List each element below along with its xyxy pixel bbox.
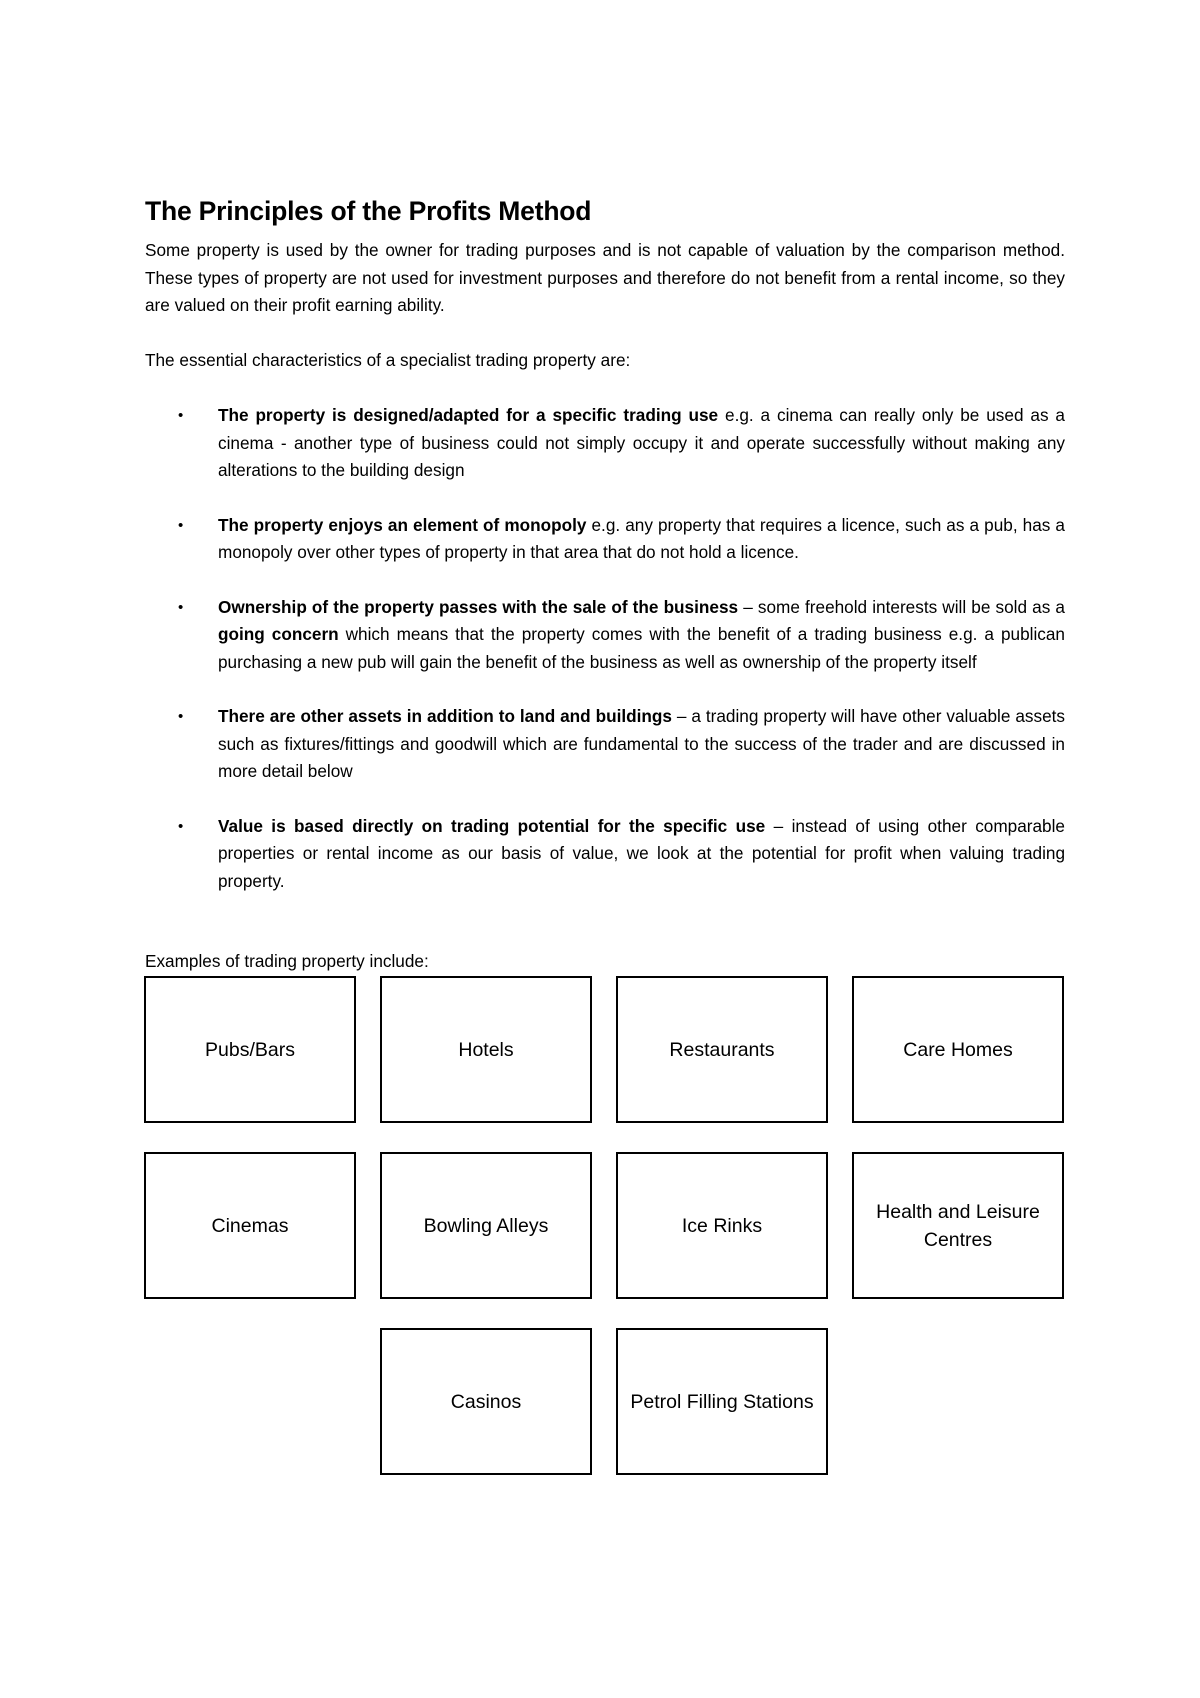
list-item-text: There are other assets in addition to land and buildings – a trading property will have other valuable assets such as fixtures/fittings and goodwill which are fundamental to the success of the trader and are discussed in more detail below bbox=[218, 706, 1066, 781]
examples-label: Examples of trading property include: bbox=[145, 951, 429, 971]
list-item-text: Ownership of the property passes with the sale of the business – some freehold interests will be sold as a going concern which means that the property comes with the benefit of a trading business e.g. a publican purchasing a new pub will gain the benefit of the business as well as ownership of the property itself bbox=[218, 596, 1065, 672]
bullet-icon: • bbox=[178, 516, 184, 534]
list-item bbox=[0, 594, 1200, 677]
example-box-hotels: Hotels bbox=[380, 976, 592, 1123]
list-item bbox=[0, 703, 1200, 786]
list-item-text: The property is designed/adapted for a specific trading use e.g. a cinema can really only be used as a cinema - another type of business could not simply occupy it and operate successfully without making any alterations to the building design bbox=[218, 405, 1065, 480]
page-title: The Principles of the Profits Method bbox=[145, 196, 592, 226]
list-item bbox=[0, 813, 1200, 896]
list-item bbox=[0, 512, 1200, 567]
bullet-icon: • bbox=[178, 598, 184, 616]
list-item-text: The property enjoys an element of monopoly e.g. any property that requires a licence, such as a pub, has a monopoly over other types of property in that area that do not hold a licence. bbox=[218, 514, 1065, 562]
example-box-casinos: Casinos bbox=[380, 1328, 592, 1475]
characteristics-list bbox=[0, 402, 1200, 922]
characteristics-lead: The essential characteristics of a specialist trading property are: bbox=[145, 350, 631, 370]
example-box-pubs-bars: Pubs/Bars bbox=[144, 976, 356, 1123]
bold-term: Ownership of the property passes with the sale of the business bbox=[218, 596, 739, 617]
bold-term: The property is designed/adapted for a specific trading use bbox=[218, 405, 719, 425]
bold-term: Value is based directly on trading potential for the specific use bbox=[218, 815, 766, 836]
list-item-text: Value is based directly on trading potential for the specific use – instead of using other comparable properties or rental income as our basis of value, we look at the potential for profit when valuing trading property. bbox=[218, 815, 1065, 891]
bullet-icon: • bbox=[178, 708, 184, 725]
bold-term: There are other assets in addition to land and buildings bbox=[218, 706, 672, 726]
bold-term: going concern bbox=[218, 624, 339, 644]
example-box-bowling-alleys: Bowling Alleys bbox=[380, 1152, 592, 1299]
bullet-icon: • bbox=[178, 817, 184, 835]
intro-paragraph: Some property is used by the owner for trading purposes and is not capable of valuation by the comparison method. These types of property are not used for investment purposes and therefore do not benefit from a rental income, so they are valued on their profit earning ability. bbox=[145, 240, 1065, 315]
bullet-icon: • bbox=[178, 407, 184, 424]
example-box-cinemas: Cinemas bbox=[144, 1152, 356, 1299]
list-item bbox=[0, 402, 1200, 485]
example-box-care-homes: Care Homes bbox=[852, 976, 1064, 1123]
example-box-restaurants: Restaurants bbox=[616, 976, 828, 1123]
example-box-ice-rinks: Ice Rinks bbox=[616, 1152, 828, 1299]
example-box-petrol-filling-stations: Petrol Filling Stations bbox=[616, 1328, 828, 1475]
bold-term: The property enjoys an element of monopoly bbox=[218, 514, 587, 535]
example-box-health-leisure-centres: Health and Leisure Centres bbox=[852, 1152, 1064, 1299]
